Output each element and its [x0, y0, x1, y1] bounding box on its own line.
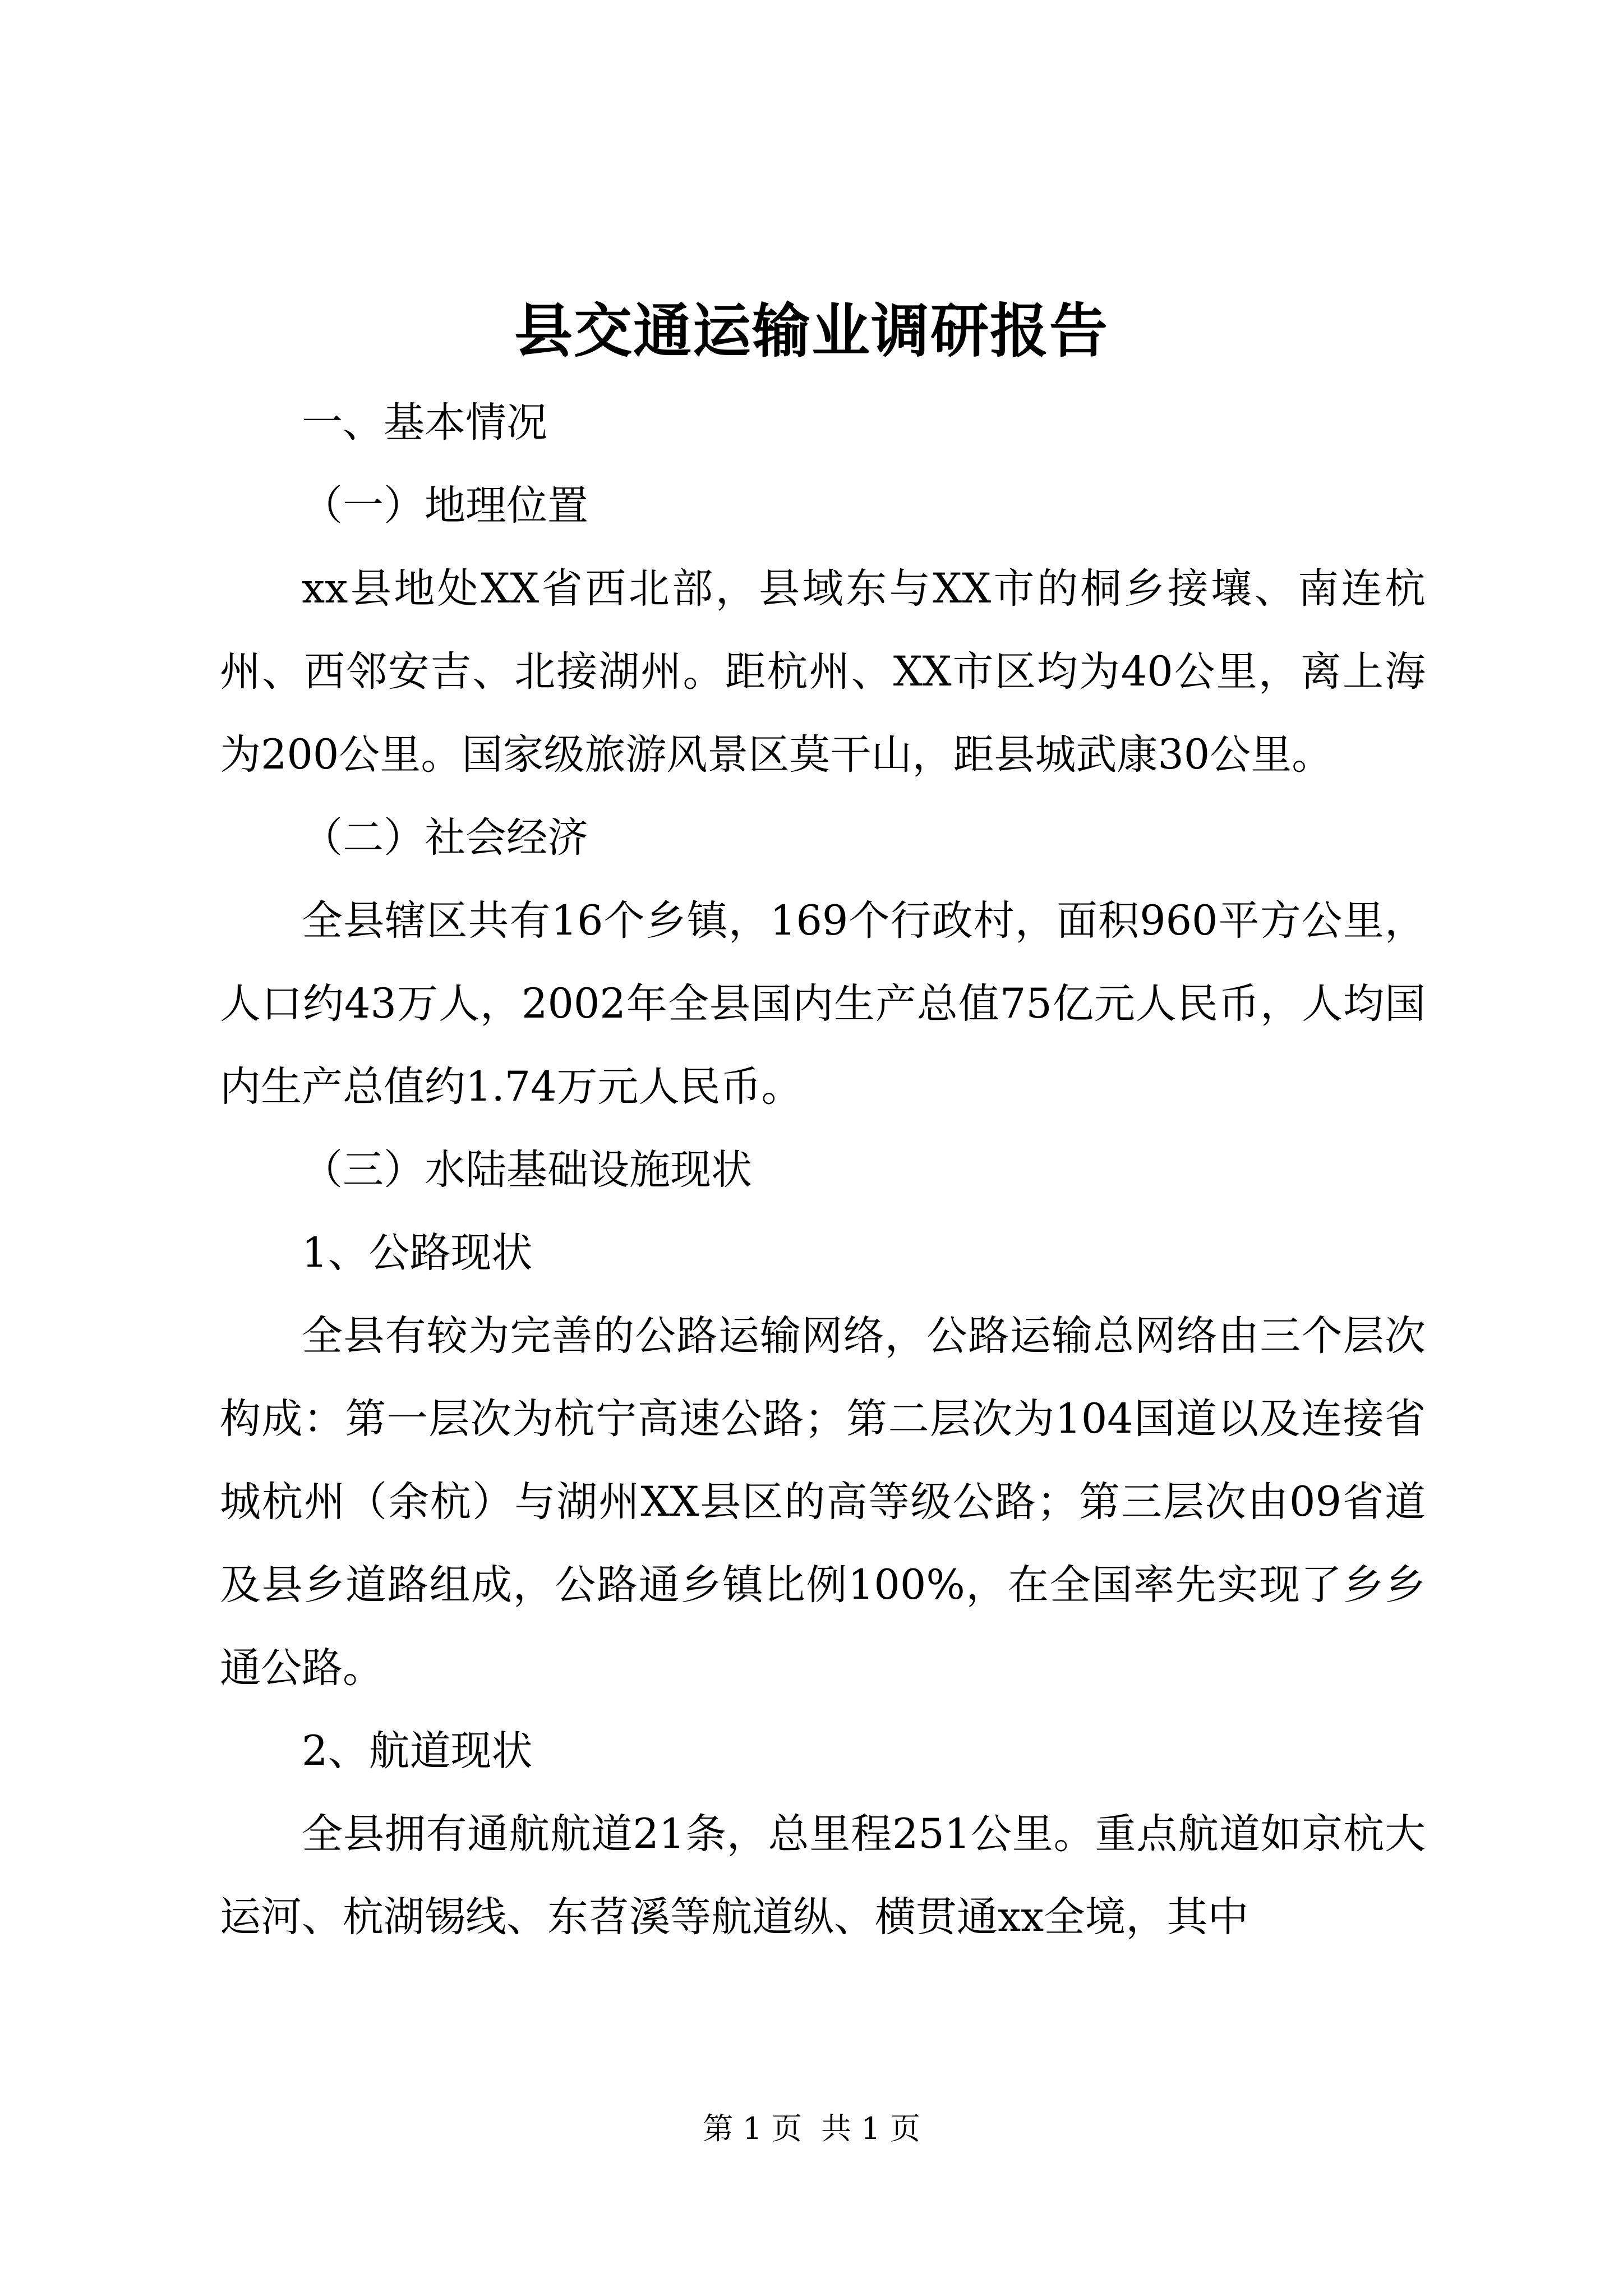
paragraph-waterways: 全县拥有通航航道21条，总里程251公里。重点航道如京杭大运河、杭湖锡线、东苕溪等航道纵、横贯通xx全境，其中	[220, 1810, 1426, 1941]
page-number: 第 1 页 共 1 页	[703, 2111, 920, 2146]
paragraph-roads: 全县有较为完善的公路运输网络，公路运输总网络由三个层次构成：第一层次为杭宁高速公路；第二层次为104国道以及连接省城杭州（余杭）与湖州XX县区的高等级公路；第三层次由09省道及县乡道路组成，公路通乡镇比例100%，在全国率先实现了乡乡通公路。	[220, 1312, 1426, 1692]
item-heading-waterways: 2、航道现状	[302, 1727, 533, 1775]
document-title: 县交通运输业调研报告	[514, 296, 1109, 365]
subsection-heading-infrastructure: （三）水陆基础设施现状	[302, 1146, 752, 1194]
item-heading-roads: 1、公路现状	[302, 1229, 533, 1277]
document-body	[220, 381, 1426, 1959]
section-heading-basic-info: 一、基本情况	[302, 399, 547, 447]
paragraph-economy: 全县辖区共有16个乡镇，169个行政村，面积960平方公里，人口约43万人，2002年全县国内生产总值75亿元人民币，人均国内生产总值约1.74万元人民币。	[220, 897, 1426, 1111]
paragraph-location: xx县地处XX省西北部，县域东与XX市的桐乡接壤、南连杭州、西邻安吉、北接湖州。距杭州、XX市区均为40公里，离上海为200公里。国家级旅游风景区莫干山，距县城武康30公里。	[220, 565, 1426, 779]
subsection-heading-economy: （二）社会经济	[302, 814, 588, 862]
page-footer	[0, 2109, 1623, 2148]
subsection-heading-location: （一）地理位置	[302, 482, 588, 530]
